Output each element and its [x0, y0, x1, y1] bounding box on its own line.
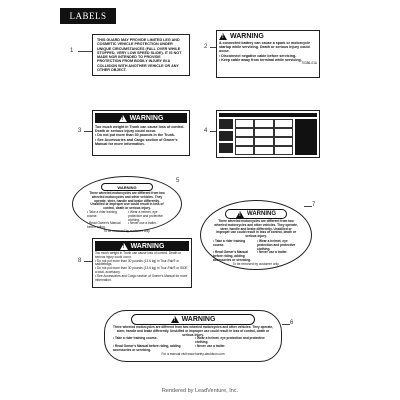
- callout-7-leader: [304, 206, 312, 207]
- callout-6-leader: [282, 324, 290, 325]
- label7-foot: To be removed by customer only.: [232, 261, 280, 266]
- label5-bullet: • Take a rider training course.: [87, 209, 117, 218]
- tire-info-icons: [219, 119, 233, 155]
- label-trunk-lead: Too much weight in Trunk can cause loss of control. Death or serious injury could occur.: [95, 125, 185, 134]
- callout-5: 5: [176, 178, 180, 184]
- label8-heading: [95, 241, 189, 251]
- tire-info-table: [235, 119, 293, 155]
- tire-icon: [219, 119, 233, 129]
- label-battery-bullet-2: • Keep cable away from terminal while servicing.: [219, 57, 302, 62]
- tire-icon: [219, 131, 233, 141]
- label6-bullet: • Take a rider training course.: [113, 336, 158, 341]
- label6-heading: [131, 314, 255, 325]
- label-three-wheel-large: [200, 200, 312, 270]
- label5-bullet: • Read Owner's Manual before riding.: [87, 221, 121, 230]
- callout-8-leader: [84, 261, 92, 262]
- label7-bullets: [213, 240, 299, 263]
- label-trunk-warning: [92, 110, 190, 156]
- label7-bullet: • Take a rider training course.: [213, 238, 246, 247]
- label7-bullet: • Never use a trailer.: [257, 250, 288, 255]
- label6-heading-text: WARNING: [181, 316, 216, 323]
- warning-triangle-icon: [120, 243, 128, 250]
- label7-heading: [225, 209, 287, 219]
- warning-triangle-icon: [119, 115, 127, 122]
- label5-heading-text: WARNING: [117, 184, 137, 190]
- label6-lead: Three wheeled motorcycles are different from two wheeled motorcycles and other vehicles. They operate, steer, handle and brake differently. Unskilled or improper use could result in loss of control, death or serious injury.: [113, 325, 273, 337]
- label5-bullet: • Never use a trailer.: [128, 221, 157, 226]
- label-guard-notice: [92, 34, 190, 76]
- tire-info-header-bar: [219, 113, 317, 117]
- label7-lead: Three wheeled motorcycles are different from two wheeled motorcycles and other vehicles. They operate, steer, handle and brake differently. Unskilled or improper use could result in loss of control, death or serious injury.: [214, 219, 298, 239]
- tire-info-side-panel: [295, 119, 317, 155]
- callout-1: 1: [70, 48, 74, 54]
- label-tourpak-warning: [92, 238, 192, 288]
- warning-triangle-icon: [219, 33, 227, 40]
- label7-bullet: • Wear a helmet, eye protection and protective clothing.: [257, 238, 296, 251]
- callout-6: 6: [290, 320, 294, 326]
- label5-bullets: [87, 211, 167, 230]
- label-three-wheel-wide: [104, 310, 282, 362]
- label6-foot: For a manual visit www.harley-davidson.com: [161, 351, 225, 356]
- label-tire-info: [216, 110, 320, 158]
- label8-bullet: • See Accessories and Cargo section of Owner's Manual for more information.: [95, 273, 188, 282]
- tire-icon: [219, 143, 233, 153]
- label7-bullet: • Read Owner's Manual before riding, adding accessories or servicing.: [213, 250, 252, 262]
- callout-8: 8: [78, 258, 82, 264]
- label8-bullet: • Do not put more than 30 pounds (13.6 kg) in Tour-Pak® or saddlebags.: [95, 258, 180, 267]
- label-three-wheel-small: [72, 176, 182, 232]
- callout-1-leader: [78, 51, 92, 52]
- label6-bullet: • Read Owner's Manual before riding, adding accessories or servicing.: [113, 343, 181, 352]
- tire-info-body: [219, 119, 317, 155]
- label-trunk-bullet-2: • See Accessories and Cargo section of Owner's Manual for more information.: [95, 137, 178, 146]
- label6-bullet: • Wear a helmet, eye protection and protective clothing.: [195, 336, 265, 345]
- warning-triangle-icon: [236, 211, 244, 218]
- label8-heading-text: WARNING: [130, 242, 165, 250]
- label-battery-heading: [219, 33, 317, 40]
- label-trunk-heading-text: WARNING: [129, 114, 164, 122]
- label7-heading-text: WARNING: [247, 211, 276, 217]
- label-battery-heading-text: WARNING: [230, 33, 264, 40]
- label6-bullet: • Never use a trailer.: [195, 343, 226, 348]
- label-battery-code: 70386-01A: [301, 61, 317, 66]
- label6-bullets: [113, 337, 273, 352]
- label-trunk-bullet-1: • Do not put more than 30 pounds in the Trunk.: [95, 133, 175, 138]
- label8-lead: Too much weight in Trunk can cause loss of control. Death or serious injury could occur.: [95, 251, 182, 259]
- label-guard-text: THIS GUARD MAY PROVIDE LIMITED LEG AND COSMETIC VEHICLE PROTECTION UNDER UNIQUE CIRCUMSTANCES (FALL OVER WHILE STOPPED, VERY LOW SPEED SLIDE). IT IS NOT MADE NOR INTENDED TO PROVIDE PROTECTION FROM BODILY INJURY IN A COLLISION WITH ANOTHER VEHICLE OR ANY OTHER OBJECT.: [97, 38, 182, 73]
- page-footer: Rendered by LeadVenture, Inc.: [161, 388, 239, 394]
- label5-foot: To be removed by customer only.: [103, 228, 151, 233]
- label5-bullet: • Wear a helmet, eye protection and protective clothing.: [128, 209, 163, 222]
- label-battery-warning: [216, 30, 320, 78]
- label5-lead: Three wheeled motorcycles are different from two wheeled motorcycles and other vehicles. They operate, steer, handle and brake differently. Unskilled or improper use could result in loss of control, death or serious injury.: [89, 191, 165, 211]
- callout-7: 7: [312, 202, 316, 208]
- label5-heading: [101, 183, 153, 191]
- callout-3-leader: [84, 131, 92, 132]
- callout-3: 3: [78, 128, 82, 134]
- label-battery-lead: A connected battery can cause a spark or motorcycle startup while servicing. Death or serious injury could occur.: [219, 41, 311, 54]
- callout-4: 4: [204, 128, 208, 134]
- label-trunk-heading: [95, 113, 187, 123]
- callout-2: 2: [204, 44, 208, 50]
- label8-bullet: • Do not put more than 30 pounds (13.6 kg) in Tour-Pak® or SIDE a total, accessory.: [95, 266, 188, 274]
- label-battery-bullet-1: • Disconnect negative cable before servicing.: [219, 53, 297, 58]
- warning-triangle-icon: [171, 316, 179, 323]
- section-title: LABELS: [60, 8, 116, 24]
